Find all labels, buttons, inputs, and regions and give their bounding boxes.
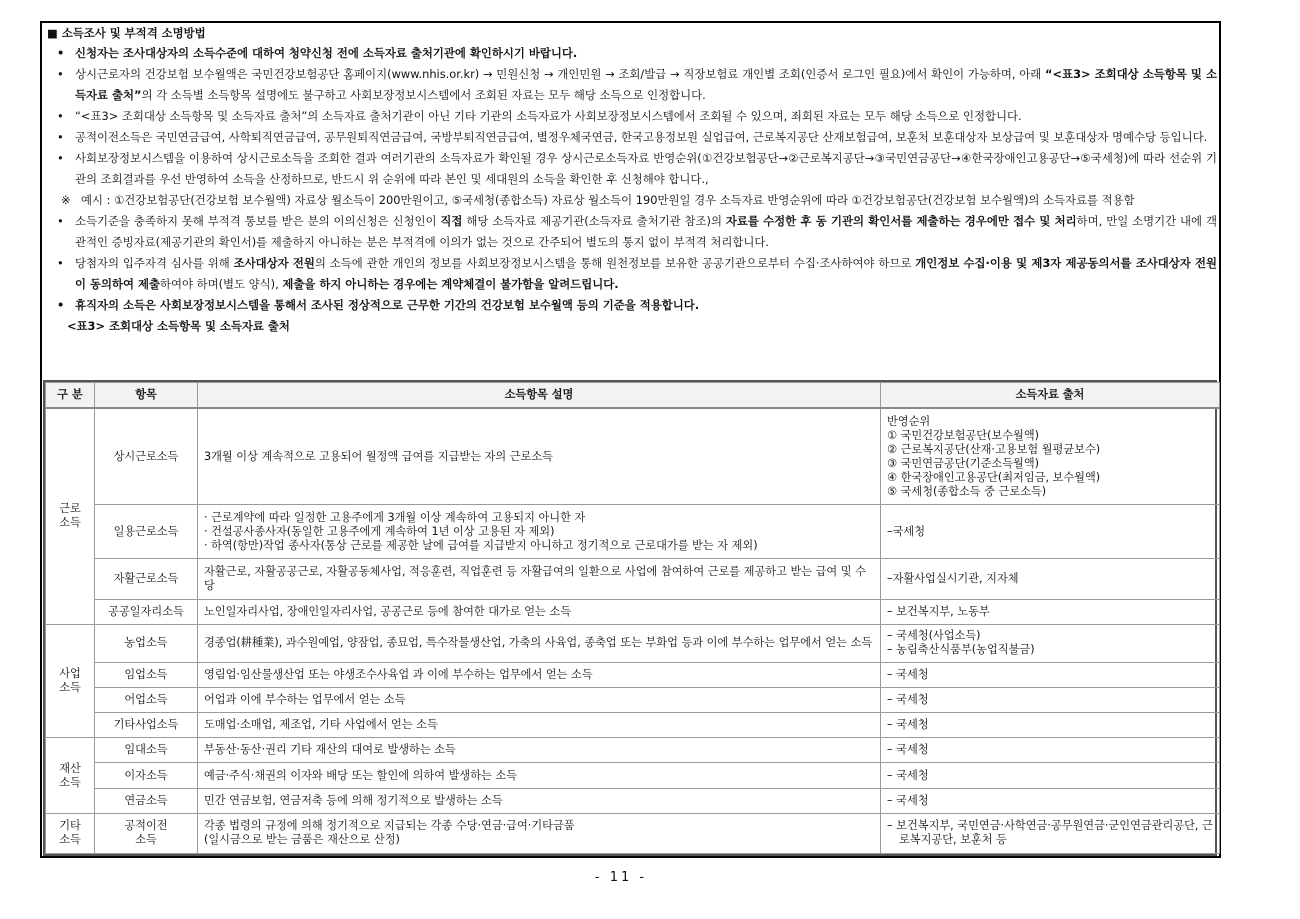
header-description: 소득항목 설명: [198, 383, 881, 409]
section-title: [47, 24, 1217, 43]
source-line: ④ 한국장애인고용공단(최저임금, 보수월액): [887, 470, 1101, 484]
note-marker: ※: [61, 193, 71, 207]
bullet-text: 의 소득에 관한 개인의 정보를 사회보장정보시스템을 통해 원천정보를 보유한 공공기관으로부터 수집·조사하여야 하므로: [314, 256, 916, 270]
description-line: · 근로계약에 따라 일정한 고용주에게 3개월 이상 계속하여 고용되지 아니한 자: [204, 510, 586, 524]
bullet-check-income-before-apply: [47, 43, 1217, 64]
group-other-income: 기타 소득: [46, 813, 95, 853]
description-cell: 부동산·동산·권리 기타 재산의 대여로 발생하는 소득: [198, 738, 881, 763]
description-cell: 도매업·소매업, 제조업, 기타 사업에서 얻는 소득: [198, 713, 881, 738]
note-text: 예시 : ①건강보험공단(건강보험 보수월액) 자료상 월소득이 200만원이고, ⑤국세청(종합소득) 자료상 월소득이 190만원일 경우 소득자료 반영순위에 따라 ①건강보험공단(건강보험 보수월액)의 소득자료를 적용함: [81, 193, 1135, 207]
item-cell: 농업소득: [95, 624, 198, 662]
source-cell: – 국세청: [881, 688, 1220, 713]
table-title: <표3> 조회대상 소득항목 및 소득자료 출처: [67, 319, 290, 333]
bullet-marker: •: [57, 256, 64, 270]
item-cell: 기타사업소득: [95, 713, 198, 738]
group-earned-income: 근로 소득: [46, 408, 95, 624]
bullet-marker: •: [57, 298, 65, 312]
description-cell: 예금·주식·채권의 이자와 배당 또는 할인에 의하여 발생하는 소득: [198, 763, 881, 788]
source-cell: –국세청: [881, 505, 1220, 559]
table-row: [46, 813, 1220, 853]
group-property-income: 재산 소득: [46, 738, 95, 813]
description-line: (일시금으로 받는 금품은 재산으로 산정): [204, 833, 400, 847]
header-source: 소득자료 출처: [881, 383, 1220, 409]
bullet-marker: •: [57, 130, 64, 144]
description-cell: 영림업·임산물생산업 또는 야생조수사육업 과 이에 부수하는 업무에서 얻는 소득: [198, 662, 881, 687]
description-cell: 경종업(耕種業), 과수원예업, 양잠업, 종묘업, 특수작물생산업, 가축의 사육업, 종축업 또는 부화업 등과 이에 부수하는 업무에서 얻는 소득: [198, 624, 881, 662]
item-cell: 일용근로소득: [95, 505, 198, 559]
table-reference: “<표3> 조회대상 소득항목 및 소득자료 출처”: [75, 67, 1217, 102]
bullet-text: 해당 소득자료 제공기관(소득자료 출처기관 참조)의: [462, 214, 726, 228]
description-cell: 자활근로, 자활공공근로, 자활공동체사업, 적응훈련, 직업훈련 등 자활급여의 일환으로 사업에 참여하여 근로를 제공하고 받는 급여 및 수당: [198, 559, 881, 599]
source-cell: – 국세청: [881, 763, 1220, 788]
item-cell: 어업소득: [95, 688, 198, 713]
bullet-marker: •: [57, 151, 64, 165]
source-cell: – 국세청: [881, 662, 1220, 687]
source-cell: [881, 624, 1220, 662]
table-row: [46, 763, 1220, 788]
table-row: [46, 408, 1220, 505]
bullet-emphasis: 제출을 하지 아니하는 경우에는 계약체결이 불가함을 알려드립니다.: [282, 277, 619, 291]
source-cell: – 보건복지부, 노동부: [881, 599, 1220, 624]
bullet-emphasis: 개인정보 수집·이용 및 제3자 제공동의서를 조사대상자 전원이 동의하여 제출: [75, 256, 1217, 291]
group-business-income: 사업 소득: [46, 624, 95, 738]
bullet-text: 휴직자의 소득은 사회보장정보시스템을 통해서 조사된 정상적으로 근무한 기간의 건강보험 보수월액 등의 기준을 적용합니다.: [75, 298, 700, 312]
bullet-health-insurance-check: [47, 64, 1217, 106]
source-cell: – 국세청: [881, 788, 1220, 813]
table-row: [46, 559, 1220, 599]
source-cell: –자활사업실시기관, 지자체: [881, 559, 1220, 599]
section-title-text: 소득조사 및 부적격 소명방법: [61, 26, 206, 40]
bullet-marker: •: [57, 214, 64, 228]
item-cell: 연금소득: [95, 788, 198, 813]
note-example: [47, 190, 1217, 211]
table-header-row: [46, 383, 1220, 409]
bullet-text: 의 각 소득별 소득항목 설명에도 불구하고 사회보장정보시스템에서 조회된 자료는 모두 해당 소득으로 인정합니다.: [141, 88, 706, 102]
source-line: ⑤ 국세청(종합소득 중 근로소득): [887, 484, 1047, 498]
page-number: - 11 -: [594, 870, 648, 885]
description-line: · 하역(항만)작업 종사자(통상 근로를 제공한 날에 급여를 지급받지 아니하고 정기적으로 근로대가를 받는 자 제외): [204, 538, 758, 552]
source-line: ② 근로복지공단(산재·고용보험 월평균보수): [887, 442, 1101, 456]
description-cell: 3개월 이상 계속적으로 고용되어 월정액 급여를 지급받는 자의 근로소득: [198, 408, 881, 505]
source-cell: [881, 813, 1220, 853]
bullet-public-transfer-income: [47, 127, 1217, 148]
item-cell: 임업소득: [95, 662, 198, 687]
header-item: 항목: [95, 383, 198, 409]
bullet-leave-of-absence: [47, 295, 1217, 316]
item-cell: 상시근로소득: [95, 408, 198, 505]
item-cell: 공적이전 소득: [95, 813, 198, 853]
bullet-text: 하며, 만일 소명기간 내에 객관적인 증빙자료(제공기관의 확인서)를 제출하지 아니하는 분은 부적격에 이의가 없는 것으로 간주되어 별도의 통지 없이 부적격 처리합니다.: [75, 214, 1217, 249]
bullet-objection: [47, 211, 1217, 253]
bullet-text: 사회보장정보시스템을 이용하여 상시근로소득을 조회한 결과 여러기관의 소득자료가 확인될 경우 상시근로소득자료 반영순위(①건강보험공단→②근로복지공단→③국민연금공단→④한국장애인고용공단→⑤국세청)에 따라 선순위 기관의 조회결과를 우선 반영하여 소득을 산정하므로, 반드시 위 순위에 따라 본인 및 세대원의 소득을 확인한 후 신청해야 합니다.,: [75, 151, 1217, 186]
bullet-marker: •: [57, 109, 64, 123]
bullet-text: “<표3> 조회대상 소득항목 및 소득자료 출처”의 소득자료 출처기관이 아닌 기타 기관의 소득자료가 사회보장정보시스템에서 조회될 수 있으며, 죄회된 자료는 모두 해당 소득으로 인정합니다.: [75, 109, 1022, 123]
bullet-text: 하여야 하며(별도 양식),: [159, 277, 283, 291]
income-table: [45, 382, 1220, 854]
table-row: [46, 738, 1220, 763]
item-cell: 이자소득: [95, 763, 198, 788]
source-line: ③ 국민연금공단(기준소득월액): [887, 456, 1040, 470]
bullet-priority-order: [47, 148, 1217, 190]
bullet-emphasis: 조사대상자 전원: [233, 256, 315, 270]
source-cell: [881, 408, 1220, 505]
source-cell: – 국세청: [881, 738, 1220, 763]
bullet-other-institutions: [47, 106, 1217, 127]
bullet-text: 당첨자의 입주자격 심사를 위해: [75, 256, 234, 270]
item-cell: 임대소득: [95, 738, 198, 763]
bullet-emphasis: 자료를 수정한 후 동 기관의 확인서를 제출하는 경우에만 접수 및 처리: [725, 214, 1077, 228]
bullet-marker: •: [57, 67, 64, 81]
description-cell: [198, 505, 881, 559]
source-line: – 보건복지부, 국민연금·사학연금·공무원연금·군인연금관리공단, 근로복지공단, 보훈처 등: [887, 819, 1213, 847]
table-row: [46, 788, 1220, 813]
income-table-wrapper: [43, 380, 1217, 856]
bullet-consent: [47, 253, 1217, 295]
source-line: 반영순위: [887, 414, 931, 428]
table-row: [46, 662, 1220, 687]
bullet-marker: •: [57, 46, 65, 60]
item-cell: 공공일자리소득: [95, 599, 198, 624]
bullet-emphasis: 직접: [440, 214, 463, 228]
description-cell: 민간 연금보험, 연금저축 등에 의해 정기적으로 발생하는 소득: [198, 788, 881, 813]
source-line: – 국세청(사업소득): [887, 629, 981, 643]
description-line: · 건설공사종사자(동일한 고용주에게 계속하여 1년 이상 고용된 자 제외): [204, 524, 555, 538]
notice-text-block: [47, 24, 1217, 337]
description-cell: [198, 813, 881, 853]
source-line: ① 국민건강보험공단(보수월액): [887, 428, 1040, 442]
header-category: 구 분: [46, 383, 95, 409]
bullet-text: 소득기준을 충족하지 못해 부적격 통보를 받은 분의 이의신청은 신청인이: [75, 214, 441, 228]
table-row: [46, 688, 1220, 713]
description-line: 각종 법령의 규정에 의해 정기적으로 지급되는 각종 수당·연금·급여·기타금품: [204, 819, 575, 833]
source-cell: – 국세청: [881, 713, 1220, 738]
description-cell: 어업과 이에 부수하는 업무에서 얻는 소득: [198, 688, 881, 713]
bullet-text: 상시근로자의 건강보험 보수월액은 국민건강보험공단 홈페이지(www.nhis.or.kr) → 민원신청 → 개인민원 → 조회/발급 → 직장보험료 개인별 조회(인증서 로그인 필요)에서 확인이 가능하며, 아래: [75, 67, 1046, 81]
bullet-text: 공적이전소득은 국민연금급여, 사학퇴직연금급여, 공무원퇴직연금급여, 국방부퇴직연금급여, 별정우체국연금, 한국고용정보원 실업급여, 근로복지공단 산재보험급여, 보훈처 보훈대상자 보상급여 및 보훈대상자 명예수당 등입니다.: [75, 130, 1208, 144]
source-line: – 농림축산식품부(농업직불금): [887, 643, 1035, 657]
table-row: [46, 624, 1220, 662]
item-cell: 자활근로소득: [95, 559, 198, 599]
table-row: [46, 505, 1220, 559]
description-cell: 노인일자리사업, 장애인일자리사업, 공공근로 등에 참여한 대가로 얻는 소득: [198, 599, 881, 624]
table-row: [46, 599, 1220, 624]
bullet-text: 신청자는 조사대상자의 소득수준에 대하여 청약신청 전에 소득자료 출처기관에 확인하시기 바랍니다.: [75, 46, 578, 60]
section-marker: ■: [47, 26, 58, 40]
table-row: [46, 713, 1220, 738]
